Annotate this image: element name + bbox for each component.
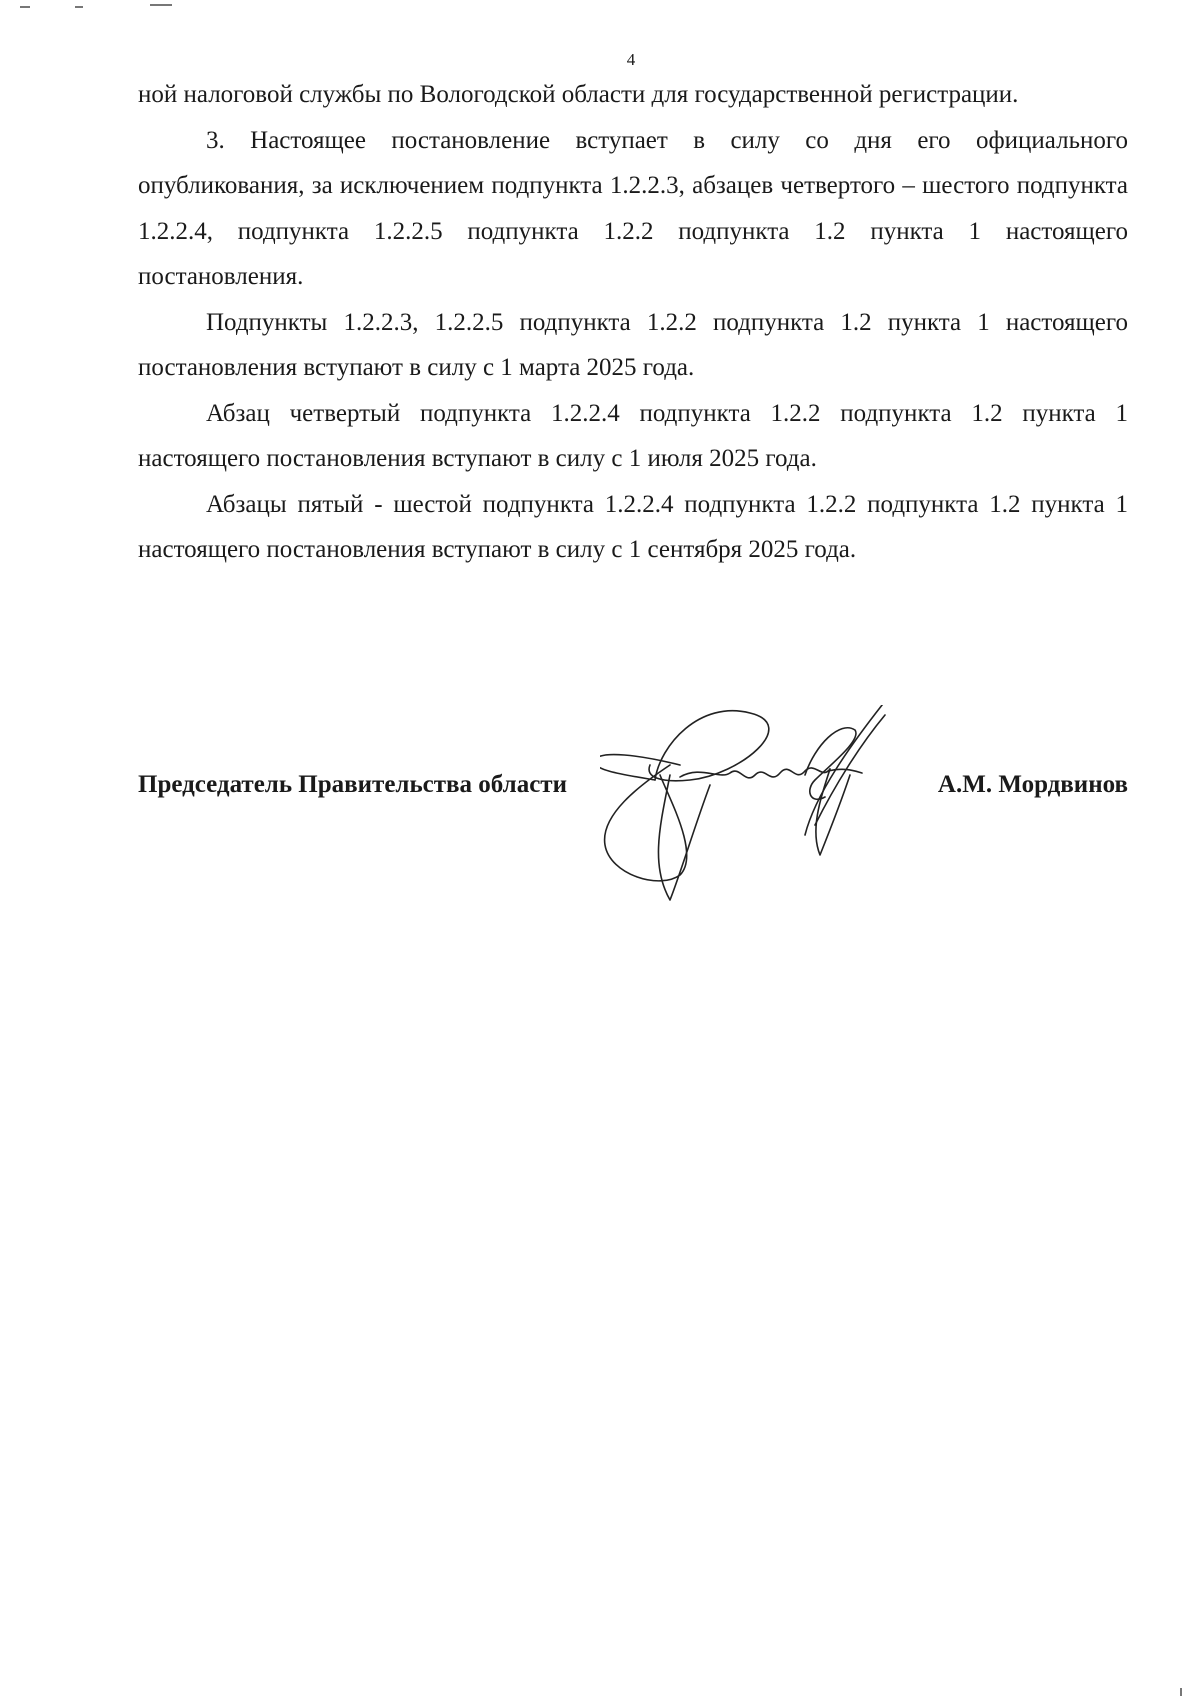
paragraph-effective-date: 3. Настоящее постановление вступает в силу со дня его официального опубликования, за исключением подпункта 1.2.2.3, абзацев четвертого – шестого подпункта 1.2.2.4, подпункта 1.2.2.5 подпункта 1.2.2 подпункта 1.2 пункта 1 настоящего постановления.	[138, 126, 1128, 290]
scan-artifact	[150, 4, 172, 6]
scan-artifact	[20, 6, 30, 8]
paragraph-september: Абзацы пятый - шестой подпункта 1.2.2.4 подпункта 1.2.2 подпункта 1.2 пункта 1 настоящего постановления вступают в силу с 1 сентября 2025 года.	[138, 490, 1128, 563]
paragraph-july: Абзац четвертый подпункта 1.2.2.4 подпункта 1.2.2 подпункта 1.2 пункта 1 настоящего постановления вступают в силу с 1 июля 2025 года.	[138, 399, 1128, 472]
scan-artifact	[75, 6, 83, 8]
paragraph-continuation: ной налоговой службы по Вологодской области для государственной регистрации.	[138, 81, 1019, 108]
signatory-name: А.М. Мордвинов	[937, 771, 1128, 798]
signatory-position: Председатель Правительства области	[138, 771, 567, 798]
document-body	[138, 72, 1128, 573]
scan-artifact	[1180, 1688, 1182, 1696]
handwritten-signature	[600, 705, 940, 905]
signature-stroke	[805, 728, 856, 800]
paragraph-march: Подпункты 1.2.2.3, 1.2.2.5 подпункта 1.2.2 подпункта 1.2 пункта 1 настоящего постановления вступают в силу с 1 марта 2025 года.	[138, 308, 1128, 381]
page-number: 4	[626, 50, 636, 69]
signature-stroke	[605, 765, 687, 881]
signature-stroke	[649, 711, 769, 781]
